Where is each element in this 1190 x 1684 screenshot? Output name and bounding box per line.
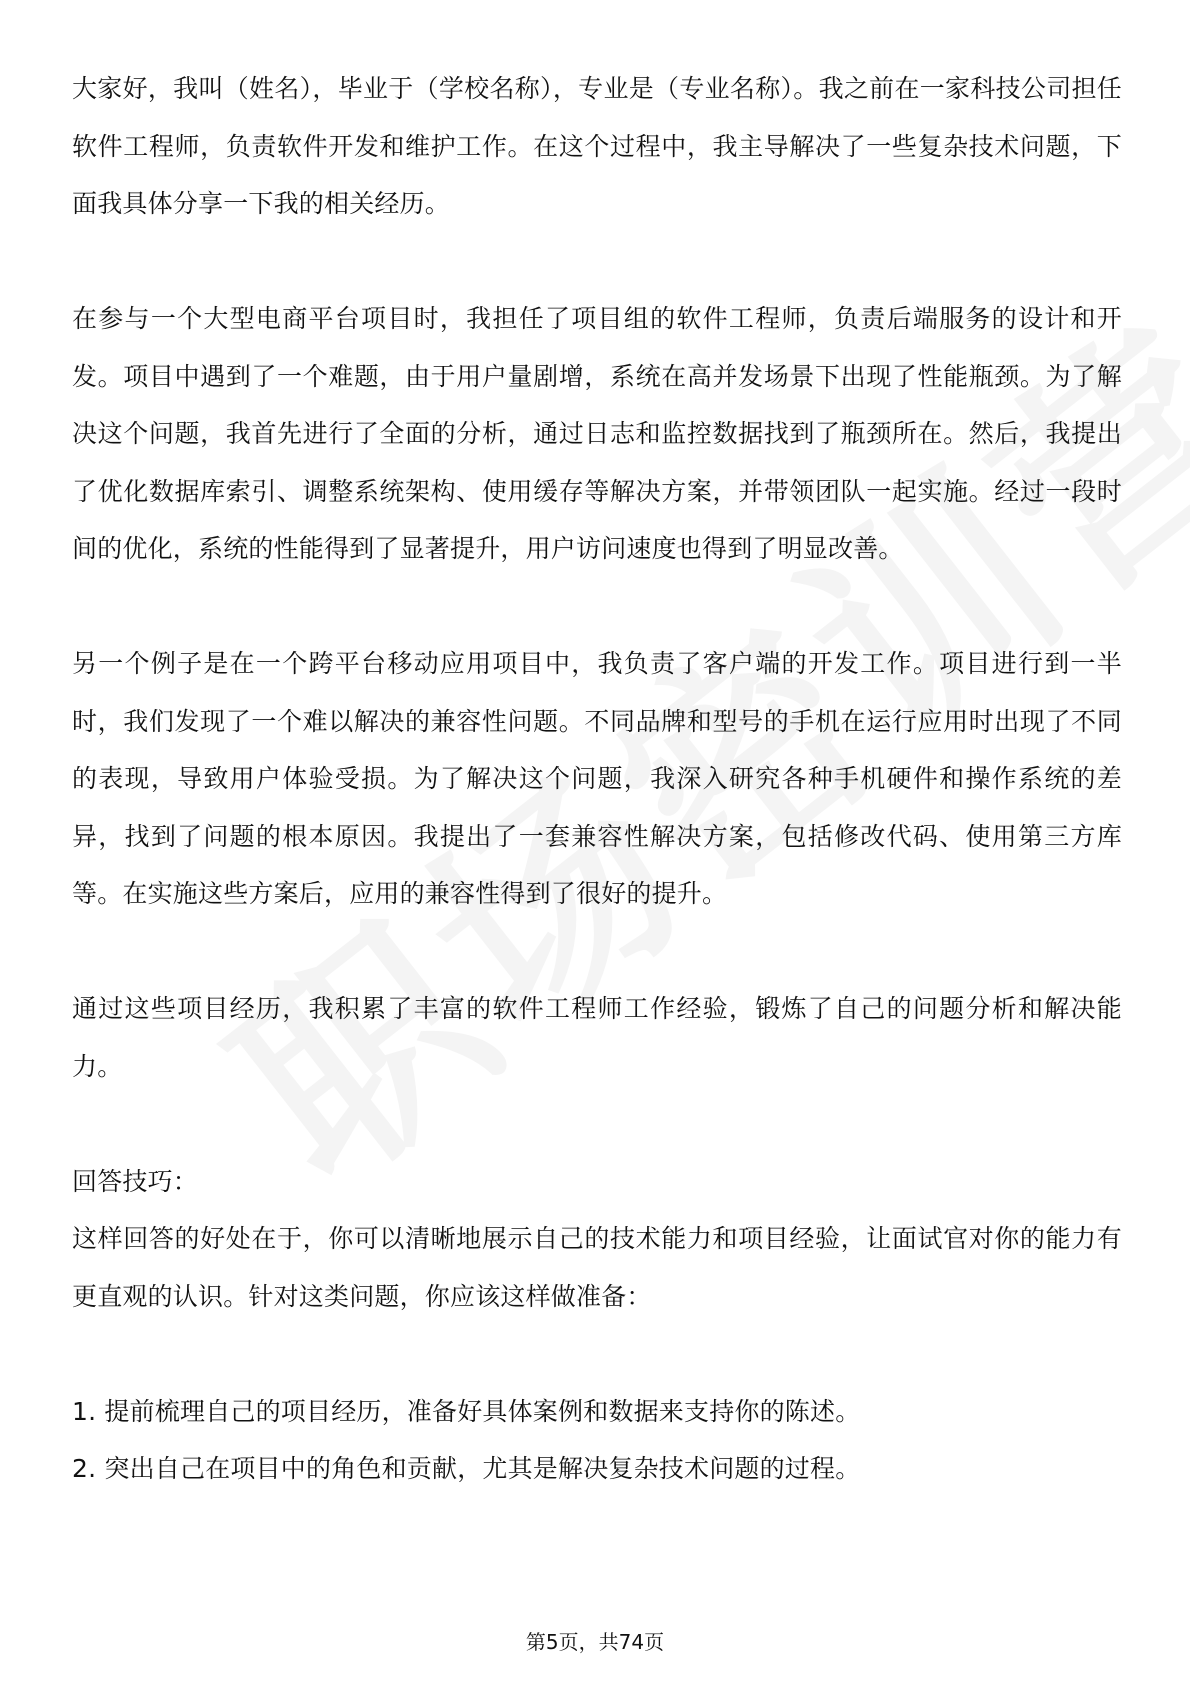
paragraph-intro: 大家好，我叫（姓名），毕业于（学校名称），专业是（专业名称）。我之前在一家科技公司担任软件工程师，负责软件开发和维护工作。在这个过程中，我主导解决了一些复杂技术问题，下面我具体分享一下我的相关经历。	[72, 74, 1122, 218]
list-item: 2. 突出自己在项目中的角色和贡献，尤其是解决复杂技术问题的过程。	[72, 1454, 861, 1483]
list-item: 1. 提前梳理自己的项目经历，准备好具体案例和数据来支持你的陈述。	[72, 1396, 861, 1426]
paragraph-mobile-project: 另一个例子是在一个跨平台移动应用项目中，我负责了客户端的开发工作。项目进行到一半时，我们发现了一个难以解决的兼容性问题。不同品牌和型号的手机在运行应用时出现了不同的表现，导致用户体验受损。为了解决这个问题，我深入研究各种手机硬件和操作系统的差异，找到了问题的根本原因。我提出了一套兼容性解决方案，包括修改代码、使用第三方库等。在实施这些方案后，应用的兼容性得到了很好的提升。	[72, 649, 1122, 908]
page-number: 第5页，共74页	[525, 1630, 665, 1654]
paragraph-summary: 通过这些项目经历，我积累了丰富的软件工程师工作经验，锻炼了自己的问题分析和解决能力。	[72, 994, 1122, 1081]
paragraph-ecommerce-project: 在参与一个大型电商平台项目时，我担任了项目组的软件工程师，负责后端服务的设计和开发。项目中遇到了一个难题，由于用户量剧增，系统在高并发场景下出现了性能瓶颈。为了解决这个问题，我首先进行了全面的分析，通过日志和监控数据找到了瓶颈所在。然后，我提出了优化数据库索引、调整系统架构、使用缓存等解决方案，并带领团队一起实施。经过一段时间的优化，系统的性能得到了显著提升，用户访问速度也得到了明显改善。	[72, 304, 1122, 563]
tips-body: 这样回答的好处在于，你可以清晰地展示自己的技术能力和项目经验，让面试官对你的能力有更直观的认识。针对这类问题，你应该这样做准备：	[72, 1224, 1122, 1311]
tips-heading: 回答技巧：	[72, 1166, 199, 1196]
document-body	[72, 60, 1122, 1498]
